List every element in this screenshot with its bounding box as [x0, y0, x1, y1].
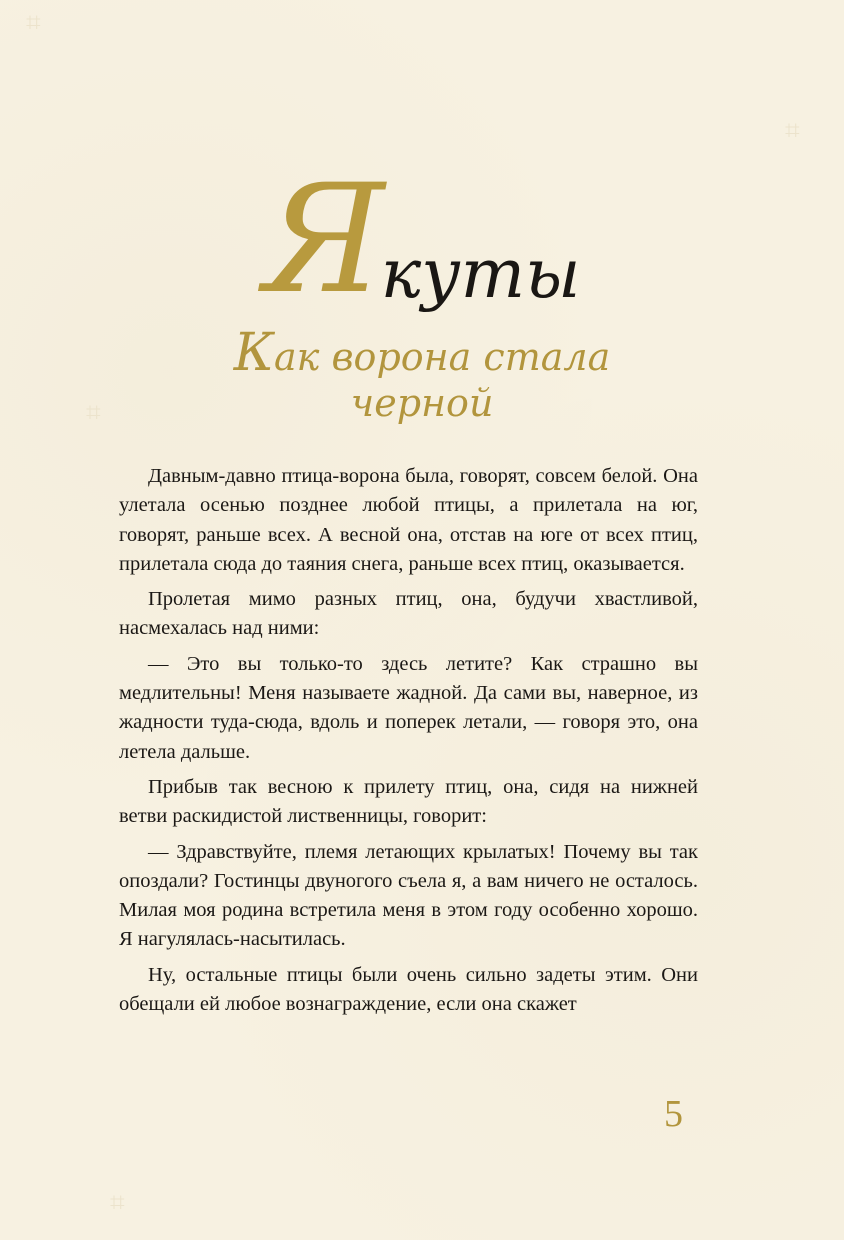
paragraph: — Это вы только-то здесь летите? Как страшно вы медлительны! Меня называете жадной. Да сами вы, наверное, из жадности туда-сюда, вдоль и поперек летали, — говоря это, она летела дальше. [119, 652, 698, 763]
paragraph: Ну, остальные птицы были очень сильно задеты этим. Они обещали ей любое вознаграждение, если она скажет [119, 963, 698, 1016]
story-body [119, 462, 698, 1025]
subtitle-line-1 [0, 323, 844, 383]
paragraph: Пролетая мимо разных птиц, она, будучи хвастливой, насмехалась над ними: [119, 588, 698, 640]
title-rest: куты [380, 235, 581, 314]
page-number: 5 [664, 1093, 683, 1135]
paragraph: Давным-давно птица-ворона была, говорят, совсем белой. Она улетала осенью позднее любой птицы, а прилетала на юг, говорят, раньше всех. А весной она, отстав на юге от всех птиц, прилетала сюда до таяния снега, раньше всех птиц, оказывается. [119, 465, 698, 575]
paragraph: Прибыв так весною к прилету птиц, она, сидя на нижней ветви раскидистой лиственницы, говорит: [119, 775, 698, 828]
ornament-icon: ⌗ [110, 1188, 125, 1218]
ornament-icon: ⌗ [26, 8, 41, 38]
chapter-title [0, 153, 844, 327]
title-initial: Я [263, 153, 381, 327]
ornament-icon: ⌗ [785, 116, 800, 146]
story-subtitle [0, 323, 844, 426]
ornament-icon: ⌗ [86, 398, 101, 428]
subtitle-line-2: черной [350, 381, 494, 425]
paragraph: — Здравствуйте, племя летающих крылатых! Почему вы так опоздали? Гостинцы двуногого съела я, а вам ничего не осталось. Милая моя родина встретила меня в этом году особенно хорошо. Я нагулялась-насытилась. [119, 840, 698, 951]
subtitle-initial: К [233, 323, 275, 383]
subtitle-line-1-rest: ак ворона стала [274, 335, 611, 379]
